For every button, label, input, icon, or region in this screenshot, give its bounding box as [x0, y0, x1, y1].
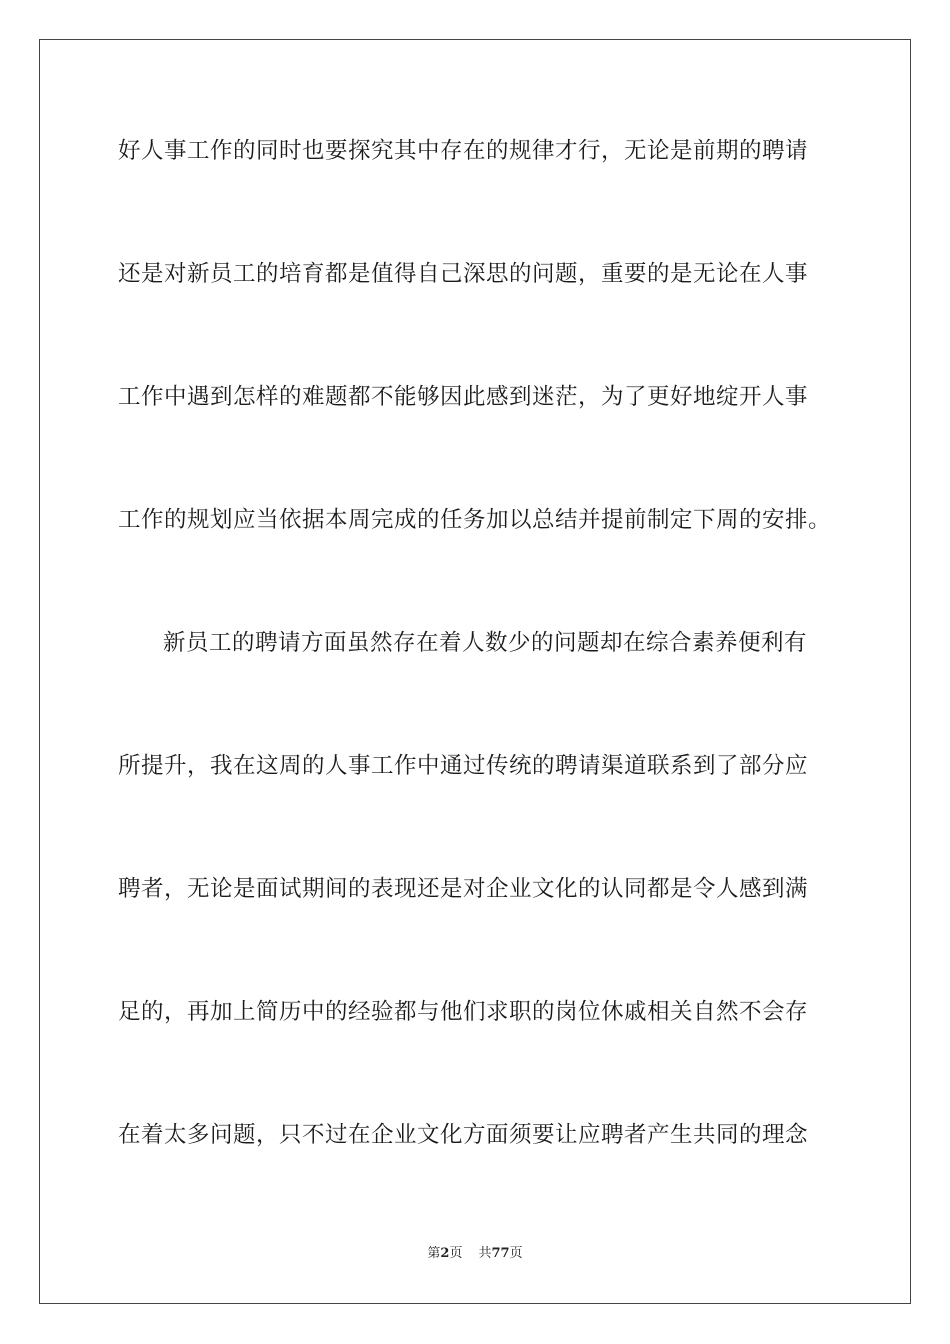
- body-line: 工作的规划应当依据本周完成的任务加以总结并提前制定下周的安排。: [118, 507, 832, 533]
- current-page-number: 2: [440, 1246, 450, 1261]
- body-line: 在着太多问题，只不过在企业文化方面须要让应聘者产生共同的理念: [118, 1122, 809, 1148]
- body-line: 足的，再加上简历中的经验都与他们求职的岗位休戚相关自然不会存: [118, 999, 809, 1025]
- body-line: 工作中遇到怎样的难题都不能够因此感到迷茫，为了更好地绽开人事: [118, 384, 809, 410]
- total-label-prefix: 共: [478, 1246, 492, 1261]
- body-line: 所提升，我在这周的人事工作中通过传统的聘请渠道联系到了部分应: [118, 753, 809, 779]
- body-line: 聘者，无论是面试期间的表现还是对企业文化的认同都是令人感到满: [118, 876, 809, 902]
- page-label-suffix: 页: [449, 1246, 463, 1261]
- body-line: 好人事工作的同时也要探究其中存在的规律才行，无论是前期的聘请: [118, 138, 809, 164]
- paragraph-first-line: 新员工的聘请方面虽然存在着人数少的问题却在综合素养便利有: [163, 630, 808, 656]
- page-footer: [0, 1245, 950, 1263]
- total-page-count: 77: [491, 1246, 510, 1261]
- page-label-prefix: 第: [427, 1246, 441, 1261]
- body-line: 还是对新员工的培育都是值得自己深思的问题，重要的是无论在人事: [118, 261, 809, 287]
- page-border: [39, 39, 911, 1304]
- total-label-suffix: 页: [509, 1246, 523, 1261]
